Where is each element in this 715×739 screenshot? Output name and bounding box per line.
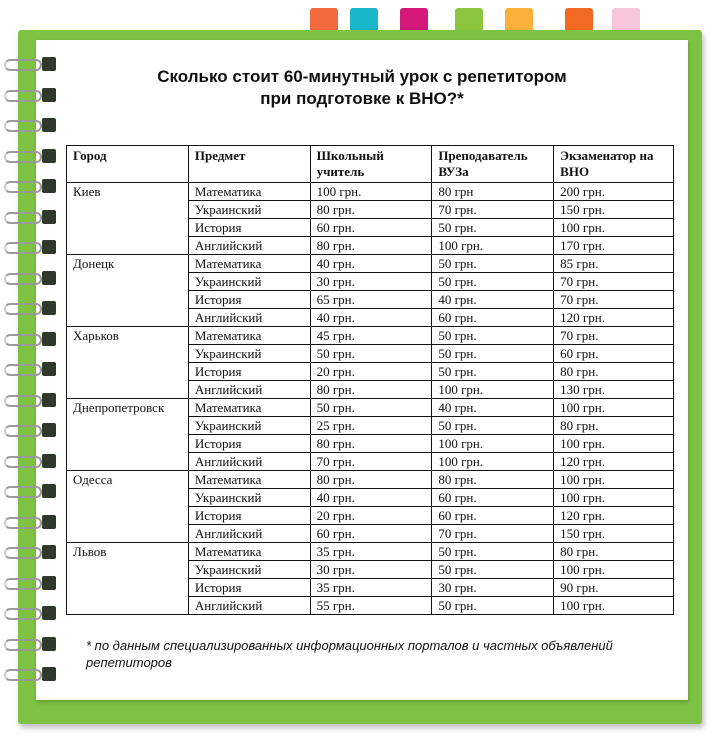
university-teacher-price: 50 грн. <box>432 597 554 615</box>
spiral-ring <box>0 666 64 682</box>
subject-cell: Математика <box>188 543 310 561</box>
spiral-ring <box>0 422 64 438</box>
examiner-price: 85 грн. <box>554 255 674 273</box>
header-examiner: Экзаменатор на ВНО <box>554 146 674 183</box>
spiral-ring <box>0 209 64 225</box>
ring-hole <box>42 301 56 315</box>
examiner-price: 100 грн. <box>554 435 674 453</box>
subject-cell: Математика <box>188 255 310 273</box>
examiner-price: 80 грн. <box>554 417 674 435</box>
price-table <box>66 145 674 615</box>
subject-cell: Английский <box>188 237 310 255</box>
header-school-teacher: Школьный учитель <box>310 146 432 183</box>
school-teacher-price: 35 грн. <box>310 579 432 597</box>
subject-cell: Математика <box>188 183 310 201</box>
city-cell: Киев <box>67 183 189 255</box>
spiral-ring <box>0 239 64 255</box>
subject-cell: История <box>188 435 310 453</box>
subject-cell: Украинский <box>188 273 310 291</box>
subject-cell: Украинский <box>188 489 310 507</box>
school-teacher-price: 70 грн. <box>310 453 432 471</box>
examiner-price: 130 грн. <box>554 381 674 399</box>
university-teacher-price: 60 грн. <box>432 507 554 525</box>
table-row <box>67 183 674 201</box>
university-teacher-price: 100 грн. <box>432 237 554 255</box>
subject-cell: История <box>188 219 310 237</box>
school-teacher-price: 20 грн. <box>310 507 432 525</box>
table-header-row <box>67 146 674 183</box>
university-teacher-price: 50 грн. <box>432 327 554 345</box>
examiner-price: 120 грн. <box>554 309 674 327</box>
school-teacher-price: 80 грн. <box>310 381 432 399</box>
university-teacher-price: 80 грн <box>432 183 554 201</box>
university-teacher-price: 100 грн. <box>432 381 554 399</box>
university-teacher-price: 50 грн. <box>432 273 554 291</box>
examiner-price: 170 грн. <box>554 237 674 255</box>
spiral-ring <box>0 178 64 194</box>
school-teacher-price: 30 грн. <box>310 273 432 291</box>
subject-cell: Английский <box>188 525 310 543</box>
subject-cell: Английский <box>188 381 310 399</box>
ring-hole <box>42 393 56 407</box>
school-teacher-price: 65 грн. <box>310 291 432 309</box>
ring-hole <box>42 149 56 163</box>
spiral-ring <box>0 117 64 133</box>
ring-loop <box>4 639 42 651</box>
ring-hole <box>42 637 56 651</box>
footnote: * по данным специализированных информационных порталов и частных объявлений репетиторов <box>86 638 613 670</box>
ring-loop <box>4 303 42 315</box>
ring-hole <box>42 454 56 468</box>
ring-loop <box>4 364 42 376</box>
university-teacher-price: 30 грн. <box>432 579 554 597</box>
table-row <box>67 327 674 345</box>
examiner-price: 200 грн. <box>554 183 674 201</box>
school-teacher-price: 80 грн. <box>310 237 432 255</box>
subject-cell: Украинский <box>188 561 310 579</box>
examiner-price: 90 грн. <box>554 579 674 597</box>
subject-cell: Математика <box>188 327 310 345</box>
table-row <box>67 399 674 417</box>
school-teacher-price: 60 грн. <box>310 525 432 543</box>
examiner-price: 120 грн. <box>554 507 674 525</box>
ring-hole <box>42 179 56 193</box>
spiral-ring <box>0 392 64 408</box>
title-line-2: при подготовке к ВНО?* <box>260 89 464 108</box>
ring-loop <box>4 486 42 498</box>
school-teacher-price: 55 грн. <box>310 597 432 615</box>
ring-loop <box>4 395 42 407</box>
subject-cell: История <box>188 579 310 597</box>
spiral-ring <box>0 483 64 499</box>
university-teacher-price: 60 грн. <box>432 489 554 507</box>
city-cell: Днепропетровск <box>67 399 189 471</box>
school-teacher-price: 50 грн. <box>310 399 432 417</box>
examiner-price: 70 грн. <box>554 291 674 309</box>
ring-hole <box>42 423 56 437</box>
examiner-price: 150 грн. <box>554 525 674 543</box>
subject-cell: Украинский <box>188 345 310 363</box>
spiral-ring <box>0 361 64 377</box>
examiner-price: 100 грн. <box>554 597 674 615</box>
ring-loop <box>4 456 42 468</box>
ring-loop <box>4 181 42 193</box>
university-teacher-price: 50 грн. <box>432 345 554 363</box>
school-teacher-price: 100 грн. <box>310 183 432 201</box>
ring-loop <box>4 517 42 529</box>
school-teacher-price: 40 грн. <box>310 255 432 273</box>
university-teacher-price: 70 грн. <box>432 201 554 219</box>
university-teacher-price: 40 грн. <box>432 291 554 309</box>
school-teacher-price: 50 грн. <box>310 345 432 363</box>
table-row <box>67 471 674 489</box>
subject-cell: Математика <box>188 399 310 417</box>
school-teacher-price: 40 грн. <box>310 489 432 507</box>
ring-loop <box>4 120 42 132</box>
school-teacher-price: 80 грн. <box>310 201 432 219</box>
spiral-ring <box>0 544 64 560</box>
header-university-teacher: Преподаватель ВУЗа <box>432 146 554 183</box>
ring-hole <box>42 667 56 681</box>
subject-cell: Английский <box>188 597 310 615</box>
city-cell: Харьков <box>67 327 189 399</box>
table-body <box>67 183 674 615</box>
university-teacher-price: 50 грн. <box>432 219 554 237</box>
ring-loop <box>4 212 42 224</box>
ring-loop <box>4 608 42 620</box>
spiral-ring <box>0 514 64 530</box>
university-teacher-price: 100 грн. <box>432 435 554 453</box>
ring-hole <box>42 271 56 285</box>
ring-loop <box>4 669 42 681</box>
ring-hole <box>42 606 56 620</box>
ring-hole <box>42 362 56 376</box>
ring-hole <box>42 545 56 559</box>
university-teacher-price: 50 грн. <box>432 417 554 435</box>
school-teacher-price: 40 грн. <box>310 309 432 327</box>
ring-loop <box>4 273 42 285</box>
subject-cell: История <box>188 363 310 381</box>
ring-loop <box>4 151 42 163</box>
ring-hole <box>42 210 56 224</box>
school-teacher-price: 80 грн. <box>310 471 432 489</box>
school-teacher-price: 80 грн. <box>310 435 432 453</box>
title-line-1: Сколько стоит 60-минутный урок с репетитором <box>157 67 567 86</box>
ring-loop <box>4 334 42 346</box>
examiner-price: 120 грн. <box>554 453 674 471</box>
examiner-price: 70 грн. <box>554 273 674 291</box>
university-teacher-price: 70 грн. <box>432 525 554 543</box>
university-teacher-price: 40 грн. <box>432 399 554 417</box>
ring-hole <box>42 576 56 590</box>
ring-loop <box>4 242 42 254</box>
examiner-price: 100 грн. <box>554 489 674 507</box>
school-teacher-price: 25 грн. <box>310 417 432 435</box>
page-title <box>36 66 688 110</box>
ring-loop <box>4 578 42 590</box>
spiral-ring <box>0 605 64 621</box>
university-teacher-price: 80 грн. <box>432 471 554 489</box>
school-teacher-price: 30 грн. <box>310 561 432 579</box>
spiral-ring <box>0 636 64 652</box>
examiner-price: 80 грн. <box>554 363 674 381</box>
ring-hole <box>42 118 56 132</box>
subject-cell: Украинский <box>188 201 310 219</box>
spiral-ring <box>0 300 64 316</box>
city-cell: Одесса <box>67 471 189 543</box>
ring-hole <box>42 332 56 346</box>
examiner-price: 100 грн. <box>554 399 674 417</box>
ring-loop <box>4 425 42 437</box>
ring-hole <box>42 515 56 529</box>
examiner-price: 70 грн. <box>554 327 674 345</box>
subject-cell: Английский <box>188 309 310 327</box>
university-teacher-price: 60 грн. <box>432 309 554 327</box>
city-cell: Донецк <box>67 255 189 327</box>
ring-hole <box>42 484 56 498</box>
examiner-price: 60 грн. <box>554 345 674 363</box>
subject-cell: Математика <box>188 471 310 489</box>
university-teacher-price: 50 грн. <box>432 543 554 561</box>
header-subject: Предмет <box>188 146 310 183</box>
table-row <box>67 543 674 561</box>
spiral-ring <box>0 148 64 164</box>
examiner-price: 150 грн. <box>554 201 674 219</box>
subject-cell: История <box>188 291 310 309</box>
school-teacher-price: 20 грн. <box>310 363 432 381</box>
subject-cell: Английский <box>188 453 310 471</box>
subject-cell: Украинский <box>188 417 310 435</box>
subject-cell: История <box>188 507 310 525</box>
table-row <box>67 255 674 273</box>
spiral-ring <box>0 270 64 286</box>
examiner-price: 100 грн. <box>554 219 674 237</box>
examiner-price: 80 грн. <box>554 543 674 561</box>
header-city: Город <box>67 146 189 183</box>
ring-loop <box>4 547 42 559</box>
examiner-price: 100 грн. <box>554 561 674 579</box>
school-teacher-price: 35 грн. <box>310 543 432 561</box>
university-teacher-price: 50 грн. <box>432 561 554 579</box>
ring-hole <box>42 240 56 254</box>
city-cell: Львов <box>67 543 189 615</box>
spiral-ring <box>0 331 64 347</box>
school-teacher-price: 45 грн. <box>310 327 432 345</box>
university-teacher-price: 50 грн. <box>432 363 554 381</box>
examiner-price: 100 грн. <box>554 471 674 489</box>
school-teacher-price: 60 грн. <box>310 219 432 237</box>
university-teacher-price: 100 грн. <box>432 453 554 471</box>
spiral-ring <box>0 453 64 469</box>
spiral-ring <box>0 575 64 591</box>
university-teacher-price: 50 грн. <box>432 255 554 273</box>
